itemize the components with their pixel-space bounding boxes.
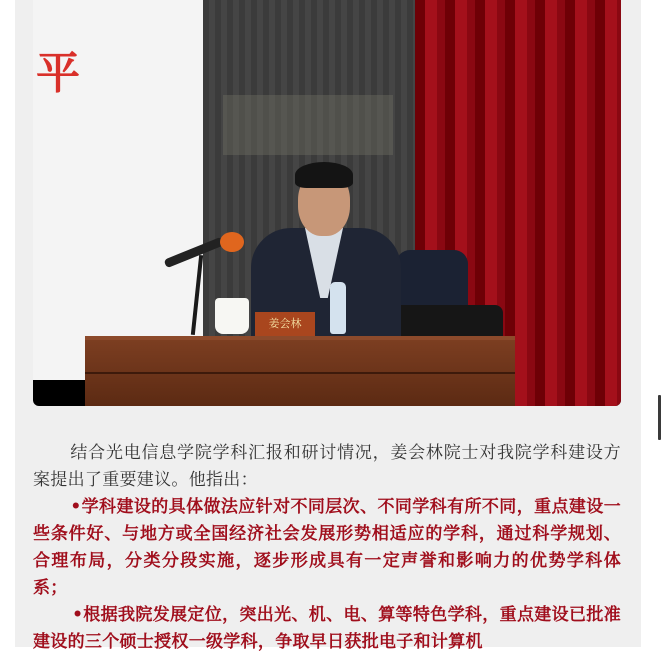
- intro-paragraph: 结合光电信息学院学科汇报和研讨情况，姜会林院士对我院学科建设方案提出了重要建议。他指出：: [33, 443, 621, 490]
- podium: [85, 336, 515, 406]
- projection-screen: [33, 0, 203, 380]
- speaker-hair: [295, 162, 353, 188]
- nameplate: 姜会林: [255, 312, 315, 336]
- point-paragraph-1: •学科建设的具体做法应针对不同层次、不同学科有所不同，重点建设一些条件好、与地方或全国经济社会发展形势相适应的学科，通过科学规划、合理布局，分类分段实施，逐步形成具有一定声誉和影响力的优势学科体系；: [33, 497, 621, 598]
- water-bottle: [330, 282, 346, 334]
- article-photo: [33, 0, 621, 406]
- point-paragraph-2: •根据我院发展定位，突出光、机、电、算等特色学科，重点建设已批准建设的三个硕士授权一级学科，争取早日获批电子和计算机: [33, 605, 621, 652]
- microphone-head: [220, 232, 244, 252]
- tea-cup: [215, 298, 249, 334]
- podium-trim: [85, 372, 515, 374]
- backdrop-pattern: [223, 95, 393, 155]
- page-edge: [651, 0, 661, 647]
- screen-text: 平: [36, 48, 80, 99]
